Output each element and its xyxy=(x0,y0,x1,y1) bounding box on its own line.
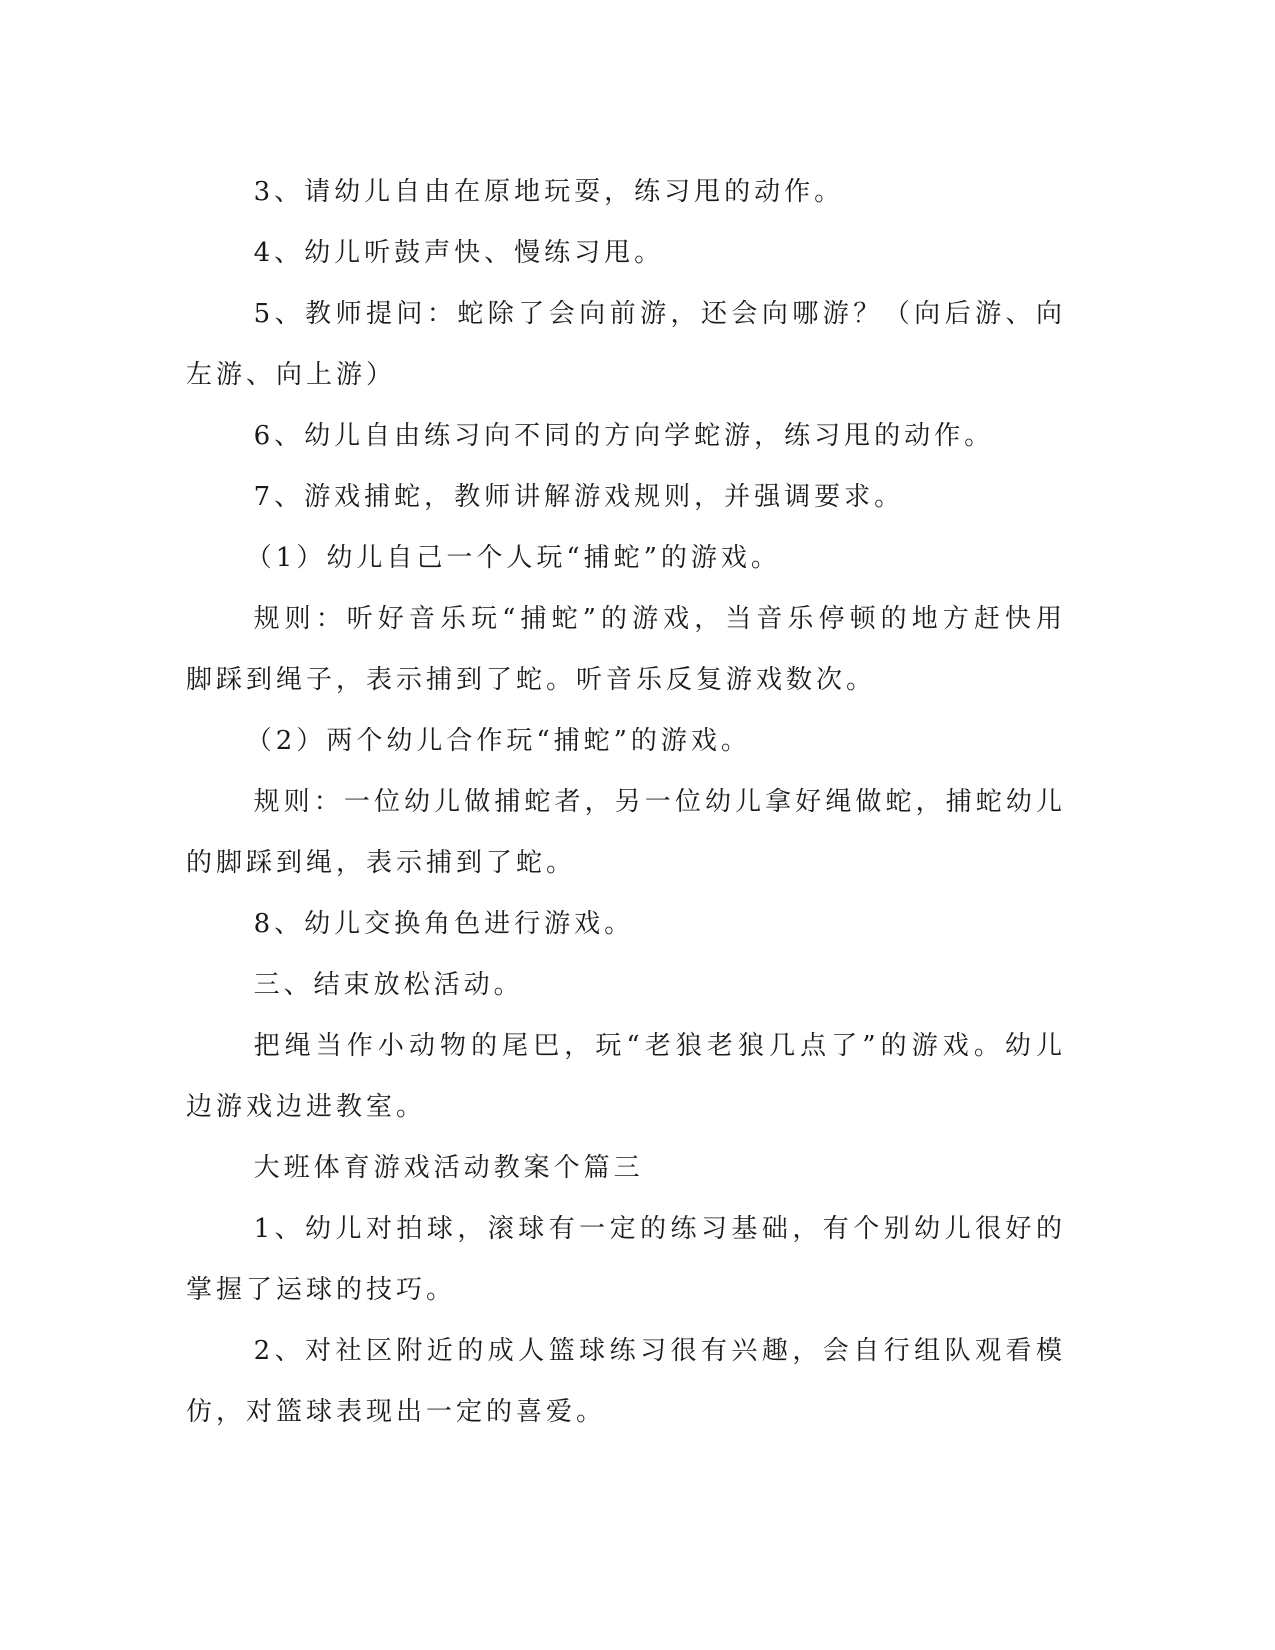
paragraph-step-5: 5、教师提问：蛇除了会向前游，还会向哪游？（向后游、向左游、向上游） xyxy=(186,299,1066,390)
paragraph-analysis-1: 1、幼儿对拍球，滚球有一定的练习基础，有个别幼儿很好的掌握了运球的技巧。 xyxy=(186,1214,1066,1305)
paragraph-game-1: （1）幼儿自己一个人玩“捕蛇”的游戏。 xyxy=(245,543,781,573)
paragraph-section-3: 三、结束放松活动。 xyxy=(253,970,524,1000)
paragraph-step-7: 7、游戏捕蛇，教师讲解游戏规则，并强调要求。 xyxy=(253,482,905,512)
paragraph-step-3: 3、请幼儿自由在原地玩耍，练习甩的动作。 xyxy=(253,177,845,207)
document-body xyxy=(186,162,1066,1443)
paragraph-analysis-2: 2、对社区附近的成人篮球练习很有兴趣，会自行组队观看模仿，对篮球表现出一定的喜爱。 xyxy=(186,1336,1066,1427)
paragraph-relax: 把绳当作小动物的尾巴，玩“老狼老狼几点了”的游戏。幼儿边游戏边进教室。 xyxy=(186,1031,1066,1122)
paragraph-step-8: 8、幼儿交换角色进行游戏。 xyxy=(253,909,635,939)
section-heading: 大班体育游戏活动教案个篇三 xyxy=(253,1153,644,1183)
paragraph-step-4: 4、幼儿听鼓声快、慢练习甩。 xyxy=(253,238,665,268)
paragraph-rule-1: 规则：听好音乐玩“捕蛇”的游戏，当音乐停顿的地方赶快用脚踩到绳子，表示捕到了蛇。听音乐反复游戏数次。 xyxy=(186,604,1066,695)
paragraph-step-6: 6、幼儿自由练习向不同的方向学蛇游，练习甩的动作。 xyxy=(253,421,995,451)
paragraph-rule-2: 规则：一位幼儿做捕蛇者，另一位幼儿拿好绳做蛇，捕蛇幼儿的脚踩到绳，表示捕到了蛇。 xyxy=(186,787,1066,878)
paragraph-game-2: （2）两个幼儿合作玩“捕蛇”的游戏。 xyxy=(245,726,751,756)
